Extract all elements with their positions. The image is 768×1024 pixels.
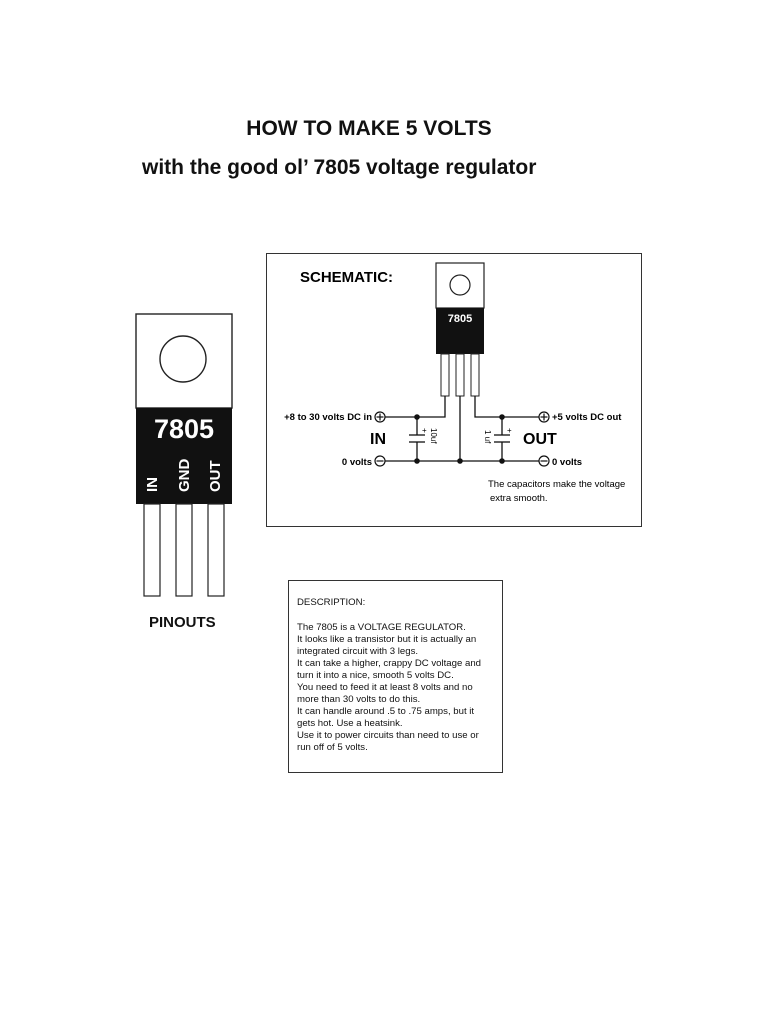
capacitor-note-line1: The capacitors make the voltage	[488, 479, 626, 490]
description-line: gets hot. Use a heatsink.	[297, 718, 403, 729]
description-line: Use it to power circuits than need to use or	[297, 730, 479, 741]
minus-terminal-icon	[375, 456, 385, 466]
capacitor-note-line2: extra smooth.	[490, 493, 548, 504]
description-line: It can take a higher, crappy DC voltage and	[297, 658, 481, 669]
description-line: turn it into a nice, smooth 5 volts DC.	[297, 670, 454, 681]
pin-leg-gnd	[176, 504, 192, 596]
minus-terminal-icon	[539, 456, 549, 466]
description-panel	[288, 580, 503, 773]
input-voltage-label: +8 to 30 volts DC in	[284, 412, 372, 423]
schematic-part-number: 7805	[447, 313, 473, 325]
pin-leg-in	[144, 504, 160, 596]
description-line: The 7805 is a VOLTAGE REGULATOR.	[297, 622, 466, 633]
plus-terminal-icon	[539, 412, 549, 422]
schematic-leg-gnd	[456, 354, 464, 396]
input-ground-label: 0 volts	[341, 457, 372, 468]
description-line: It looks like a transistor but it is actually an	[297, 634, 477, 645]
mounting-hole-icon	[160, 336, 206, 382]
pin-label-gnd: GND	[176, 458, 193, 492]
description-line: It can handle around .5 to .75 amps, but it	[297, 706, 475, 717]
pinout-diagram	[130, 310, 240, 605]
junction-dot	[414, 458, 420, 464]
pin-label-out: OUT	[207, 460, 224, 492]
description-line: more than 30 volts to do this.	[297, 694, 421, 705]
cap-out-plus: +	[507, 426, 512, 435]
cap-in-value: 10uf	[429, 428, 438, 444]
schematic-title: SCHEMATIC:	[300, 269, 394, 286]
page-subtitle: with the good ol’ 7805 voltage regulator	[142, 156, 537, 179]
cap-out-value: 1 uf	[483, 430, 492, 444]
pinout-part-number: 7805	[153, 414, 215, 444]
page-title: HOW TO MAKE 5 VOLTS	[246, 117, 492, 140]
junction-dot	[499, 414, 505, 420]
out-text: OUT	[523, 431, 557, 448]
schematic-leg-out	[471, 354, 479, 396]
pinouts-label: PINOUTS	[149, 614, 216, 631]
description-line: You need to feed it at least 8 volts and no	[297, 682, 473, 693]
junction-dot	[414, 414, 420, 420]
in-text: IN	[370, 431, 386, 448]
junction-dot	[457, 458, 463, 464]
output-voltage-label: +5 volts DC out	[552, 412, 622, 423]
schematic-hole-icon	[450, 275, 470, 295]
schematic-leg-in	[441, 354, 449, 396]
plus-terminal-icon	[375, 412, 385, 422]
output-ground-label: 0 volts	[552, 457, 583, 468]
description-title: DESCRIPTION:	[297, 597, 366, 608]
cap-in-plus: +	[422, 426, 427, 435]
pin-leg-out	[208, 504, 224, 596]
description-line: run off of 5 volts.	[297, 742, 368, 753]
schematic-diagram	[266, 253, 642, 527]
junction-dot	[499, 458, 505, 464]
description-line: integrated circuit with 3 legs.	[297, 646, 419, 657]
schematic-wires	[385, 396, 539, 461]
pin-label-in: IN	[144, 477, 161, 492]
